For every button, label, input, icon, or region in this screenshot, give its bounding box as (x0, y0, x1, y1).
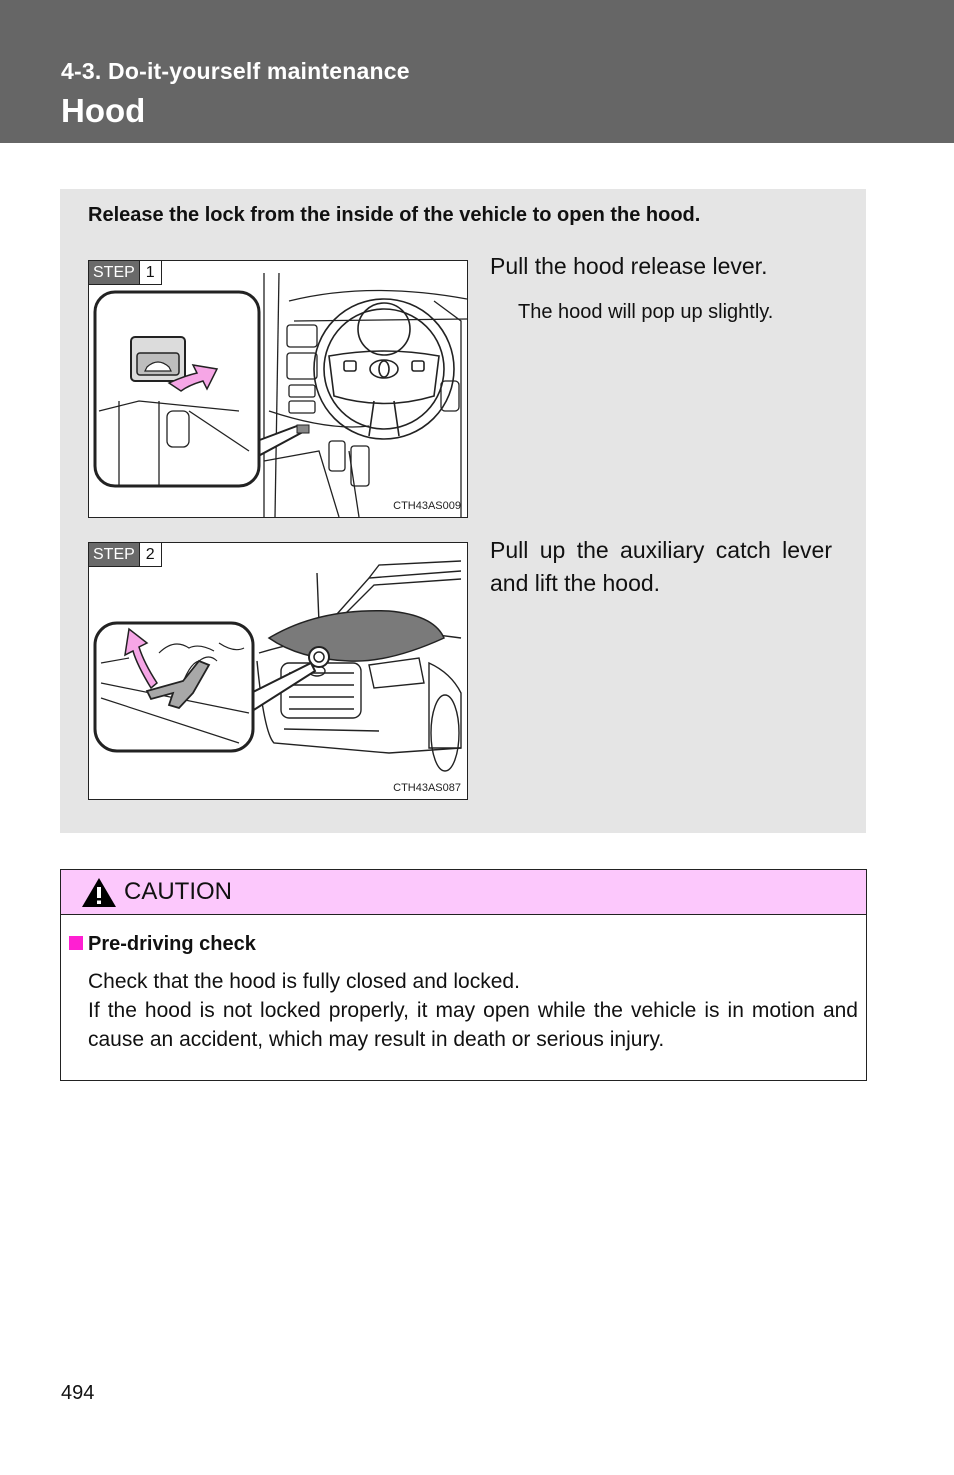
step-1-text: Pull the hood release lever. (490, 253, 768, 279)
step-label: STEP (89, 261, 139, 284)
step-1-figure (88, 260, 468, 518)
section-label: 4-3. Do-it-yourself maintenance (61, 58, 410, 84)
page-title: Hood (61, 92, 146, 129)
step-2-figure (88, 542, 468, 800)
procedure-intro: Release the lock from the inside of the vehicle to open the hood. (88, 204, 701, 226)
figure-code: CTH43AS087 (393, 782, 461, 794)
step-2-badge (89, 543, 162, 567)
hood-release-lever-illustration (89, 261, 467, 517)
page-header (0, 0, 954, 143)
step-number: 2 (139, 543, 161, 566)
caution-subheading: Pre-driving check (88, 933, 256, 955)
caution-box (60, 869, 867, 1081)
caution-line: Check that the hood is fully closed and locked. (88, 970, 520, 993)
square-bullet-icon (69, 936, 83, 950)
procedure-panel (60, 189, 866, 833)
step-number: 1 (139, 261, 161, 284)
auxiliary-catch-illustration (89, 543, 467, 799)
step-1-badge (89, 261, 162, 285)
step-2-text: Pull up the auxiliary catch lever and lift the hood. (490, 537, 832, 596)
step-1-note: The hood will pop up slightly. (518, 301, 774, 323)
caution-title: CAUTION (124, 878, 232, 905)
warning-icon (81, 876, 117, 908)
caution-header (61, 870, 866, 915)
page-number: 494 (61, 1382, 95, 1404)
caution-line: If the hood is not locked properly, it may open while the vehicle is in motion and cause an accident, which may result in death or serious injury. (88, 999, 858, 1051)
figure-code: CTH43AS009 (393, 500, 461, 512)
step-label: STEP (89, 543, 139, 566)
caution-body (88, 967, 858, 1054)
